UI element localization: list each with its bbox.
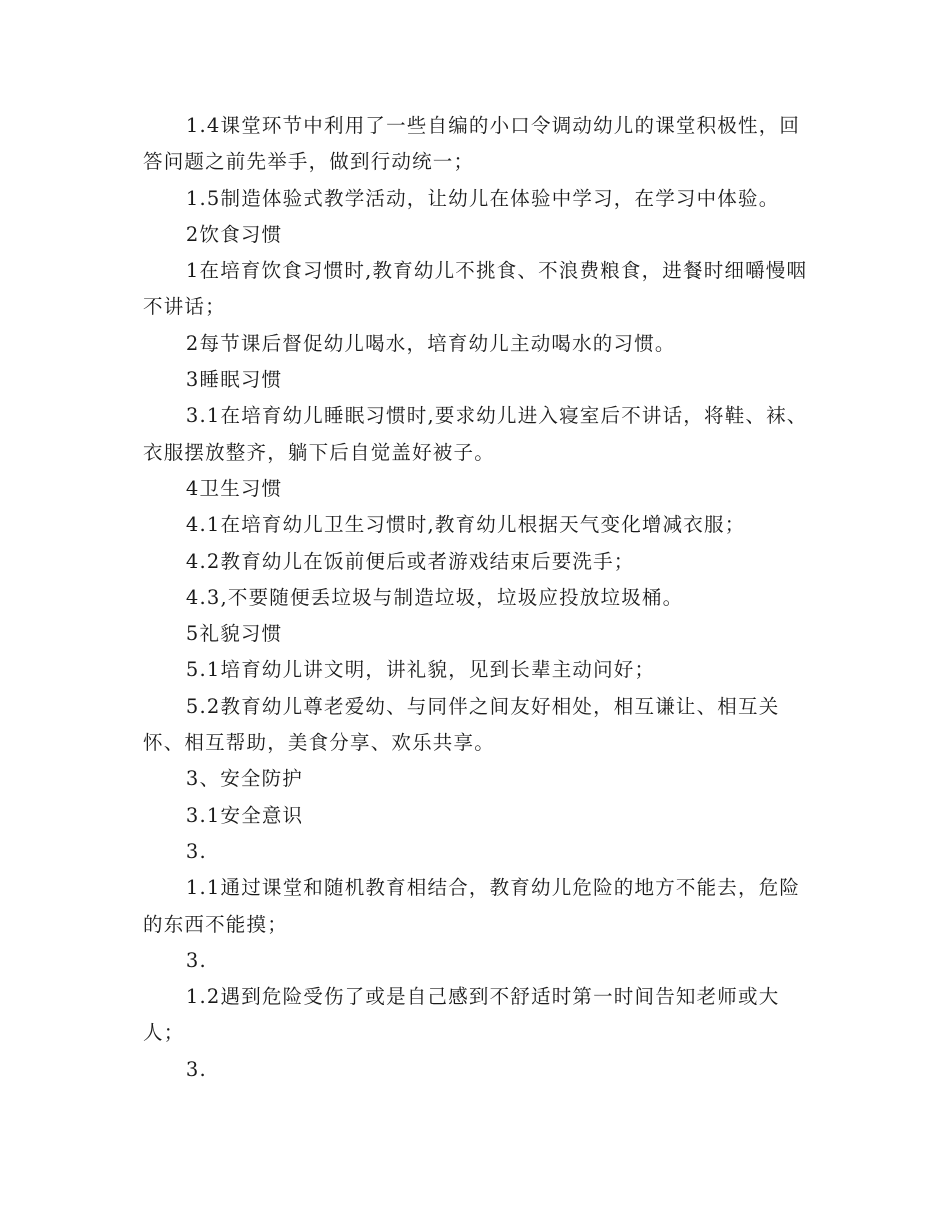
paragraph: 5.1培育幼儿讲文明，讲礼貌，见到长辈主动问好； — [185, 658, 656, 682]
paragraph: 3. — [185, 1057, 207, 1081]
section-heading: 3睡眠习惯 — [185, 368, 283, 392]
paragraph: 3. — [185, 948, 207, 972]
paragraph: 1.5制造体验式教学活动，让幼儿在体验中学习，在学习中体验。 — [185, 186, 780, 210]
section-heading: 4卫生习惯 — [185, 476, 283, 500]
section-heading: 3、安全防护 — [185, 767, 303, 791]
subsection-heading: 3.1安全意识 — [185, 803, 304, 827]
paragraph: 2每节课后督促幼儿喝水，培育幼儿主动喝水的习惯。 — [185, 331, 676, 355]
paragraph: 5.2教育幼儿尊老爱幼、与同伴之间友好相处，相互谦让、相互关怀、相互帮助，美食分享、欢乐共享。 — [143, 694, 780, 755]
paragraph: 4.3,不要随便丢垃圾与制造垃圾，垃圾应投放垃圾桶。 — [185, 585, 684, 609]
paragraph: 4.2教育幼儿在饭前便后或者游戏结束后要洗手； — [185, 549, 635, 573]
paragraph: 4.1在培育幼儿卫生习惯时,教育幼儿根据天气变化增减衣服； — [185, 513, 746, 537]
paragraph: 1在培育饮食习惯时,教育幼儿不挑食、不浪费粮食，进餐时细嚼慢咽不讲话； — [143, 259, 808, 319]
paragraph: 3.1在培育幼儿睡眠习惯时,要求幼儿进入寝室后不讲话，将鞋、袜、衣服摆放整齐，躺下后自觉盖好被子。 — [143, 404, 808, 464]
paragraph: 1.2遇到危险受伤了或是自己感到不舒适时第一时间告知老师或大人； — [143, 985, 780, 1045]
paragraph: 1.1通过课堂和随机教育相结合，教育幼儿危险的地方不能去，危险的东西不能摸； — [143, 876, 801, 936]
section-heading: 5礼貌习惯 — [185, 622, 283, 646]
paragraph: 1.4课堂环节中利用了一些自编的小口令调动幼儿的课堂积极性，回答问题之前先举手，做到行动统一； — [143, 114, 801, 174]
document-body — [143, 108, 813, 1088]
section-heading: 2饮食习惯 — [185, 222, 283, 246]
paragraph: 3. — [185, 839, 207, 863]
